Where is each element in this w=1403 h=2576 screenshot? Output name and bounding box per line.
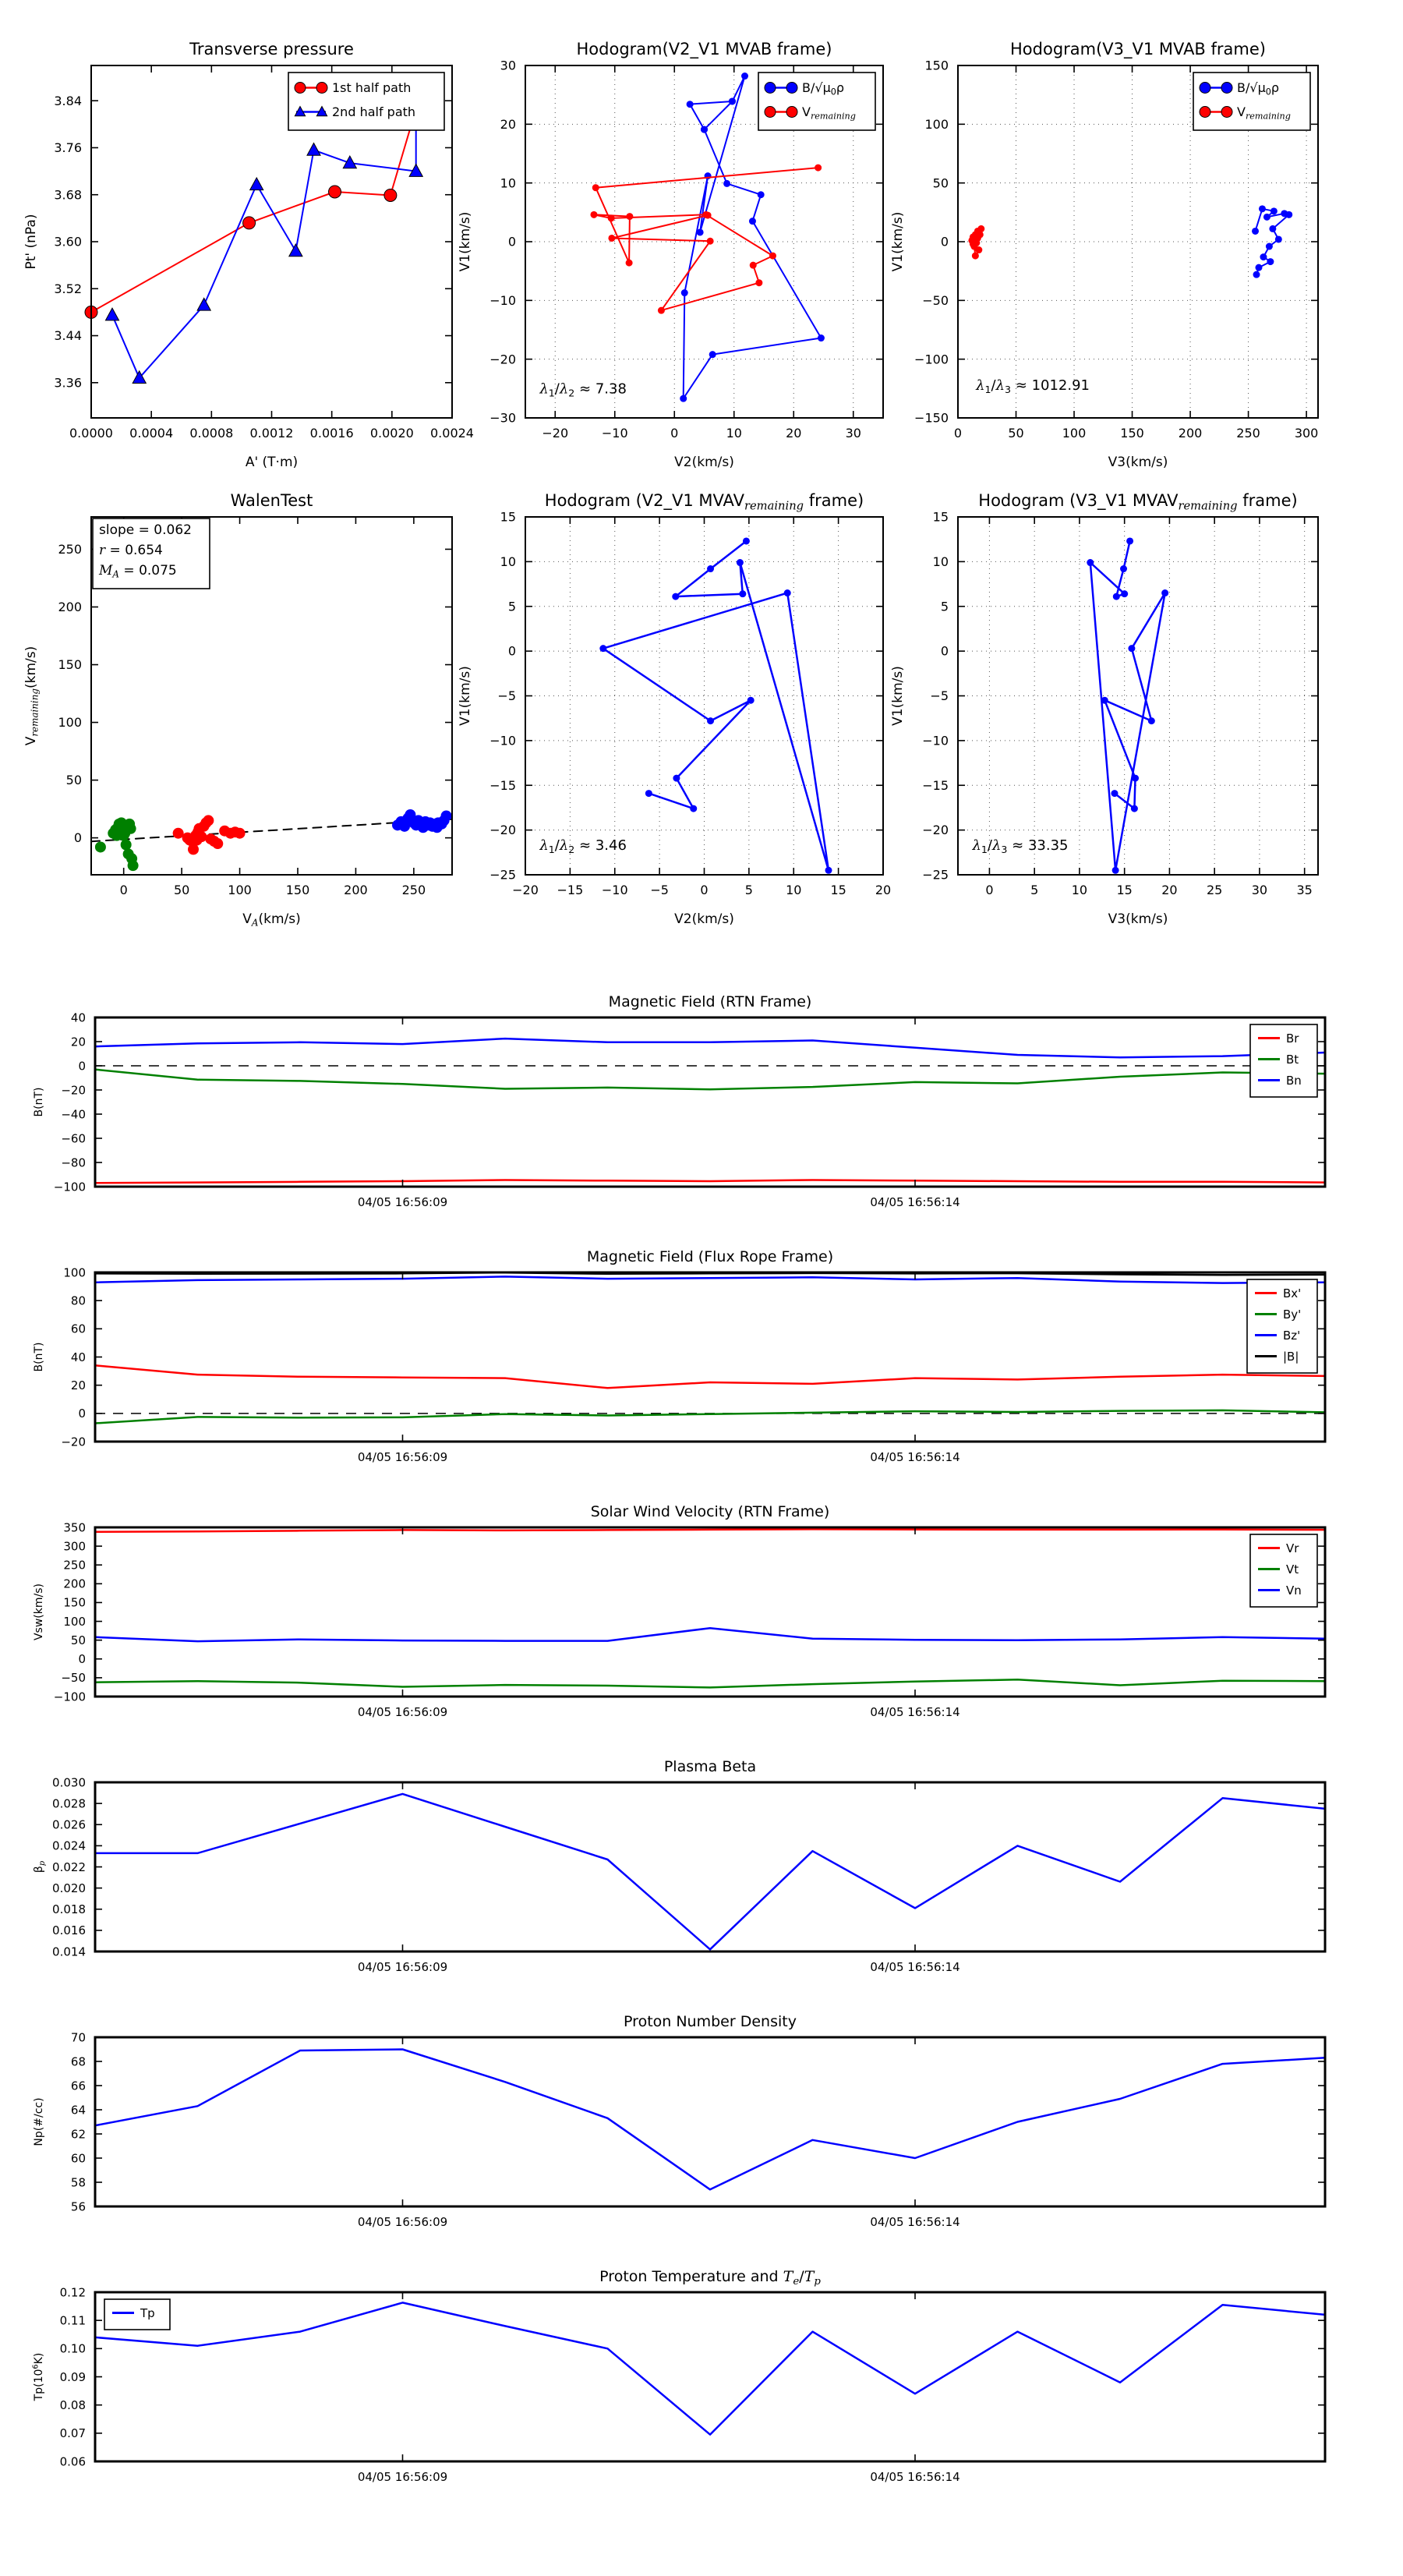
chart-title: Hodogram (V3_V1 $MVAV_{remaining}$ frame) [978, 491, 1298, 513]
info-box-line: slope = 0.062 [99, 522, 192, 538]
series-B/sqrt(mu0 rho) [1087, 537, 1168, 873]
x-tick-label: 10 [1071, 883, 1088, 897]
x-axis-label: V3(km/s) [1108, 455, 1168, 470]
x-tick-label: 150 [285, 883, 310, 897]
y-tick-label: −5 [930, 688, 949, 704]
y-tick-label: 0.11 [59, 2313, 86, 2328]
x-tick-label: 0.0008 [189, 426, 234, 441]
x-tick-label: 0 [119, 883, 128, 897]
y-tick-label: 5 [507, 599, 516, 614]
x-tick-label: 250 [401, 883, 426, 897]
y-tick-label: 50 [65, 773, 82, 788]
legend-label: |B| [1283, 1350, 1299, 1364]
x-tick-label: 30 [845, 426, 861, 441]
y-tick-label: 0.12 [59, 2285, 86, 2300]
y-tick-label: 0.09 [59, 2369, 86, 2384]
y-tick-label: 0.014 [52, 1944, 86, 1959]
x-tick-label: 0.0000 [69, 426, 113, 441]
y-tick-label: 15 [932, 509, 949, 525]
x-tick-label: 04/05 16:56:09 [357, 1195, 448, 1209]
y-tick-label: 10 [500, 554, 516, 569]
series-Bn [95, 1039, 1325, 1057]
y-tick-label: 3.60 [54, 234, 82, 249]
y-tick-label: 60 [70, 1322, 86, 1336]
y-tick-label: 300 [63, 1539, 86, 1554]
y-tick-label: 62 [70, 2127, 86, 2142]
y-tick-label: 50 [70, 1633, 86, 1647]
y-tick-label: 0.022 [52, 1859, 86, 1874]
x-axis-label: $V_A(km/s)$ [242, 911, 301, 929]
x-tick-label: 10 [726, 426, 742, 441]
x-tick-label: 04/05 16:56:09 [357, 2215, 448, 2229]
legend [104, 2299, 170, 2330]
chart-hodogram-v2v1-mvab [458, 40, 883, 470]
series-B/sqrt(mu0 rho) [599, 537, 832, 873]
x-tick-label: −15 [557, 883, 584, 897]
x-tick-label: 250 [1236, 426, 1260, 441]
legend [288, 73, 444, 130]
y-tick-label: 0.024 [52, 1838, 86, 1853]
y-tick-label: 150 [58, 657, 82, 673]
y-tick-label: 0 [78, 1059, 86, 1074]
x-tick-label: 04/05 16:56:09 [357, 1450, 448, 1464]
x-tick-label: 100 [228, 883, 252, 897]
x-tick-label: 50 [1008, 426, 1024, 441]
series-Np [95, 2050, 1325, 2190]
y-axis-label: B(nT) [33, 1087, 45, 1117]
series-By' [95, 1410, 1325, 1424]
y-tick-label: 150 [924, 58, 949, 73]
y-tick-label: 0.07 [59, 2426, 86, 2441]
y-tick-label: −10 [489, 292, 516, 308]
legend-label: $V_{remaining}$ [802, 104, 856, 122]
y-tick-label: −60 [61, 1131, 86, 1146]
annotation: $\lambda_1/\lambda_3 \approx 1012.91$ [976, 377, 1090, 395]
legend [1250, 1024, 1317, 1097]
y-tick-label: 200 [58, 600, 82, 615]
legend-label: $V_{remaining}$ [1237, 104, 1291, 122]
annotation: $\lambda_1/\lambda_2 \approx 7.38$ [539, 380, 627, 399]
x-tick-label: 300 [1294, 426, 1319, 441]
y-tick-label: 250 [58, 542, 82, 557]
x-tick-label: 0.0024 [430, 426, 474, 441]
legend [758, 73, 875, 130]
x-tick-label: 04/05 16:56:14 [870, 1195, 960, 1209]
series-Vt [95, 1679, 1325, 1687]
y-tick-label: 100 [924, 116, 949, 132]
chart-title: WalenTest [230, 491, 313, 510]
y-tick-label: 20 [500, 116, 516, 132]
x-tick-label: −5 [650, 883, 669, 897]
y-tick-label: −15 [922, 777, 949, 793]
chart-plasma-beta [33, 1758, 1325, 1974]
y-tick-label: −20 [61, 1083, 86, 1098]
y-tick-label: 0 [78, 1407, 86, 1421]
y-tick-label: 58 [70, 2175, 86, 2190]
y-tick-label: −20 [61, 1435, 86, 1449]
ticks [52, 1775, 1325, 1974]
axes-frame [95, 1527, 1325, 1697]
chart-hodogram-v2v1-mvav [458, 491, 891, 927]
y-tick-label: 3.36 [54, 375, 82, 391]
y-axis-label: Vsw(km/s) [33, 1583, 45, 1641]
y-tick-label: 3.52 [54, 281, 82, 296]
y-tick-label: 100 [58, 715, 82, 731]
y-tick-label: 10 [932, 554, 949, 569]
series-Tp [95, 2302, 1325, 2434]
y-axis-label: B(nT) [33, 1342, 45, 1372]
y-tick-label: 0.08 [59, 2397, 86, 2412]
chart-proton-temp [32, 2268, 1325, 2484]
chart-transverse-pressure [23, 40, 474, 470]
legend-label: Vr [1286, 1541, 1299, 1555]
ticks [71, 2030, 1325, 2229]
legend-label: Bx' [1283, 1286, 1302, 1300]
y-tick-label: −20 [922, 823, 949, 838]
legend [1193, 73, 1310, 130]
chart-hodogram-v3v1-mvav [890, 491, 1318, 927]
chart-hodogram-v3v1-mvab [890, 40, 1318, 470]
x-tick-label: 04/05 16:56:14 [870, 1705, 960, 1719]
series-Bt [95, 1070, 1325, 1090]
info-box-line: $M_A = 0.075$ [99, 563, 177, 580]
legend-label: Tp [140, 2306, 155, 2320]
axes-frame [95, 2292, 1325, 2461]
x-tick-label: 50 [173, 883, 190, 897]
x-tick-label: −20 [512, 883, 539, 897]
y-tick-label: −20 [489, 823, 516, 838]
grid [958, 517, 1318, 875]
axes-frame [95, 1272, 1325, 1442]
legend-label: Br [1286, 1031, 1299, 1046]
y-tick-label: 0 [78, 1652, 86, 1667]
legend-label: Vt [1286, 1562, 1299, 1576]
x-tick-label: 25 [1206, 883, 1223, 897]
x-tick-label: 0 [700, 883, 709, 897]
y-tick-label: −100 [914, 352, 949, 367]
y-tick-label: −100 [53, 1690, 86, 1704]
x-tick-label: 04/05 16:56:14 [870, 1450, 960, 1464]
annotation: $\lambda_1/\lambda_2 \approx 3.46$ [539, 837, 627, 855]
y-tick-label: 0 [507, 234, 516, 249]
y-tick-label: 50 [932, 175, 949, 191]
y-tick-label: 68 [70, 2054, 86, 2069]
legend-label: $B/√\mu_0\rho$ [802, 80, 845, 97]
x-tick-label: 100 [1062, 426, 1087, 441]
y-tick-label: 3.76 [54, 140, 82, 156]
series-Vn [95, 1628, 1325, 1641]
x-tick-label: 5 [1030, 883, 1039, 897]
legend [1247, 1279, 1317, 1373]
y-tick-label: 0.018 [52, 1902, 86, 1916]
series-Bx' [95, 1365, 1325, 1388]
axes-frame [95, 1782, 1325, 1951]
y-tick-label: −10 [489, 733, 516, 748]
x-tick-label: 20 [875, 883, 892, 897]
y-tick-label: 20 [70, 1035, 86, 1049]
y-tick-label: −30 [489, 410, 516, 426]
series-cluster-3 [392, 809, 452, 833]
y-axis-label: $\beta_p$ [33, 1860, 48, 1874]
y-tick-label: 0 [940, 643, 949, 659]
chart-title: Hodogram(V2_V1 MVAB frame) [576, 40, 832, 58]
y-axis-label: $V_{remaining}(km/s)$ [23, 646, 41, 746]
chart-title: Hodogram(V3_V1 MVAB frame) [1010, 40, 1266, 58]
x-tick-label: 0 [985, 883, 994, 897]
y-tick-label: 10 [500, 175, 516, 191]
ticks [489, 510, 891, 897]
x-tick-label: −10 [601, 426, 628, 441]
y-tick-label: −25 [922, 867, 949, 883]
chart-title: Hodogram (V2_V1 $MVAV_{remaining}$ frame) [544, 491, 864, 513]
legend-label: Bn [1286, 1074, 1302, 1088]
y-tick-label: 250 [63, 1558, 86, 1573]
x-tick-label: 35 [1296, 883, 1313, 897]
y-tick-label: 40 [70, 1010, 86, 1025]
x-axis-label: V2(km/s) [674, 911, 734, 927]
x-tick-label: −10 [601, 883, 628, 897]
x-tick-label: 04/05 16:56:09 [357, 1705, 448, 1719]
y-tick-label: −15 [489, 777, 516, 793]
x-axis-label: V3(km/s) [1108, 911, 1168, 927]
y-axis-label: V1(km/s) [458, 666, 473, 726]
y-tick-label: −80 [61, 1155, 86, 1170]
axes-frame [958, 517, 1318, 875]
x-tick-label: 200 [344, 883, 368, 897]
y-axis-label: V1(km/s) [890, 211, 906, 272]
series-cluster-1 [95, 817, 139, 871]
y-axis-label: V1(km/s) [458, 211, 473, 272]
series-Br [95, 1180, 1325, 1184]
legend-label: 2nd half path [332, 104, 416, 119]
x-tick-label: 0.0016 [309, 426, 354, 441]
legend-label: 1st half path [332, 80, 412, 95]
y-tick-label: 56 [70, 2199, 86, 2214]
info-box [93, 518, 210, 589]
y-tick-label: 5 [940, 599, 949, 614]
y-tick-label: 70 [70, 2030, 86, 2045]
chart-title: Proton Temperature and $T_e/T_p$ [599, 2268, 821, 2288]
annotation: $\lambda_1/\lambda_3 \approx 33.35$ [972, 837, 1069, 855]
y-tick-label: 0.06 [59, 2454, 86, 2469]
y-tick-label: 64 [70, 2103, 86, 2118]
series-2nd half path [105, 102, 422, 384]
y-tick-label: −5 [497, 688, 516, 704]
y-tick-label: 0.020 [52, 1881, 86, 1895]
y-tick-label: 0 [507, 643, 516, 659]
info-box-line: r = 0.654 [99, 543, 163, 558]
y-tick-label: 350 [63, 1520, 86, 1535]
y-tick-label: 0.016 [52, 1923, 86, 1938]
y-tick-label: 3.44 [54, 328, 82, 344]
x-tick-label: 30 [1251, 883, 1268, 897]
y-tick-label: 20 [70, 1378, 86, 1392]
y-tick-label: 0.030 [52, 1775, 86, 1790]
legend-label: Bt [1286, 1053, 1299, 1067]
y-tick-label: 200 [63, 1576, 86, 1591]
x-tick-label: 04/05 16:56:14 [870, 2215, 960, 2229]
ticks [54, 1520, 1325, 1719]
x-tick-label: 0.0004 [129, 426, 174, 441]
y-tick-label: 0.028 [52, 1796, 86, 1811]
x-tick-label: 0 [670, 426, 679, 441]
x-tick-label: 04/05 16:56:09 [357, 1960, 448, 1974]
x-axis-label: A' (T·m) [245, 455, 299, 470]
series-1st half path [85, 103, 422, 319]
x-tick-label: 0.0020 [369, 426, 414, 441]
series-beta [95, 1794, 1325, 1949]
y-tick-label: 80 [70, 1293, 86, 1308]
y-axis-label: Pt' (nPa) [23, 214, 39, 270]
chart-proton-density [33, 2013, 1325, 2229]
y-axis-label: V1(km/s) [890, 666, 906, 726]
legend [1250, 1534, 1317, 1607]
y-tick-label: −40 [61, 1107, 86, 1122]
y-tick-label: 150 [63, 1595, 86, 1610]
y-axis-label: $Tp(10^6K)$ [31, 2352, 45, 2401]
x-tick-label: 150 [1120, 426, 1144, 441]
grid [525, 517, 883, 875]
ticks [61, 1265, 1325, 1464]
legend-label: By' [1283, 1307, 1302, 1322]
y-tick-label: 100 [63, 1265, 86, 1280]
y-tick-label: −25 [489, 867, 516, 883]
legend-label: $B/√\mu_0\rho$ [1237, 80, 1280, 97]
x-tick-label: 0 [953, 426, 963, 441]
y-tick-label: 30 [500, 58, 516, 73]
chart-title: Solar Wind Velocity (RTN Frame) [590, 1503, 830, 1520]
series-cluster-2 [173, 815, 246, 855]
chart-mag-rtn [33, 993, 1325, 1209]
x-tick-label: 20 [786, 426, 802, 441]
x-tick-label: 20 [1161, 883, 1178, 897]
x-axis-label: V2(km/s) [674, 455, 734, 470]
y-tick-label: −100 [53, 1180, 86, 1194]
chart-title: Magnetic Field (RTN Frame) [608, 993, 812, 1010]
series-Vr [95, 1529, 1325, 1531]
y-tick-label: 100 [63, 1614, 86, 1629]
chart-title: Transverse pressure [189, 40, 354, 58]
y-tick-label: 3.84 [54, 93, 82, 108]
ticks [60, 2285, 1325, 2484]
x-tick-label: 04/05 16:56:14 [870, 2470, 960, 2484]
y-tick-label: 66 [70, 2079, 86, 2093]
y-tick-label: 0 [940, 234, 949, 249]
x-tick-label: 5 [744, 883, 753, 897]
y-tick-label: 15 [500, 509, 516, 525]
chart-title: Proton Number Density [624, 2013, 797, 2030]
y-tick-label: −150 [914, 410, 949, 426]
y-tick-label: 0.026 [52, 1817, 86, 1832]
legend-label: Bz' [1283, 1329, 1301, 1343]
y-tick-label: 60 [70, 2151, 86, 2166]
y-tick-label: −20 [489, 352, 516, 367]
x-tick-label: −20 [542, 426, 569, 441]
x-tick-label: 04/05 16:56:09 [357, 2470, 448, 2484]
y-tick-label: 40 [70, 1350, 86, 1364]
x-tick-label: 0.0012 [249, 426, 294, 441]
chart-title: Plasma Beta [663, 1758, 757, 1775]
y-tick-label: 3.68 [54, 187, 82, 203]
chart-vsw-rtn [33, 1503, 1325, 1719]
y-tick-label: 0 [73, 830, 82, 846]
y-tick-label: −50 [922, 292, 949, 308]
x-tick-label: 10 [786, 883, 802, 897]
ticks [54, 1010, 1325, 1209]
x-tick-label: 200 [1178, 426, 1203, 441]
x-tick-label: 04/05 16:56:14 [870, 1960, 960, 1974]
y-tick-label: −50 [61, 1671, 86, 1686]
chart-mag-fluxrope [33, 1248, 1325, 1464]
x-tick-label: 15 [830, 883, 846, 897]
y-tick-label: −10 [922, 733, 949, 748]
legend-label: Vn [1286, 1583, 1302, 1598]
chart-walen-test [23, 491, 452, 929]
series-V remaining [968, 225, 984, 260]
x-tick-label: 15 [1116, 883, 1133, 897]
y-tick-label: 0.10 [59, 2341, 86, 2356]
y-axis-label: Np(#/cc) [33, 2097, 45, 2146]
series-Bz' [95, 1276, 1325, 1283]
chart-title: Magnetic Field (Flux Rope Frame) [586, 1248, 834, 1265]
